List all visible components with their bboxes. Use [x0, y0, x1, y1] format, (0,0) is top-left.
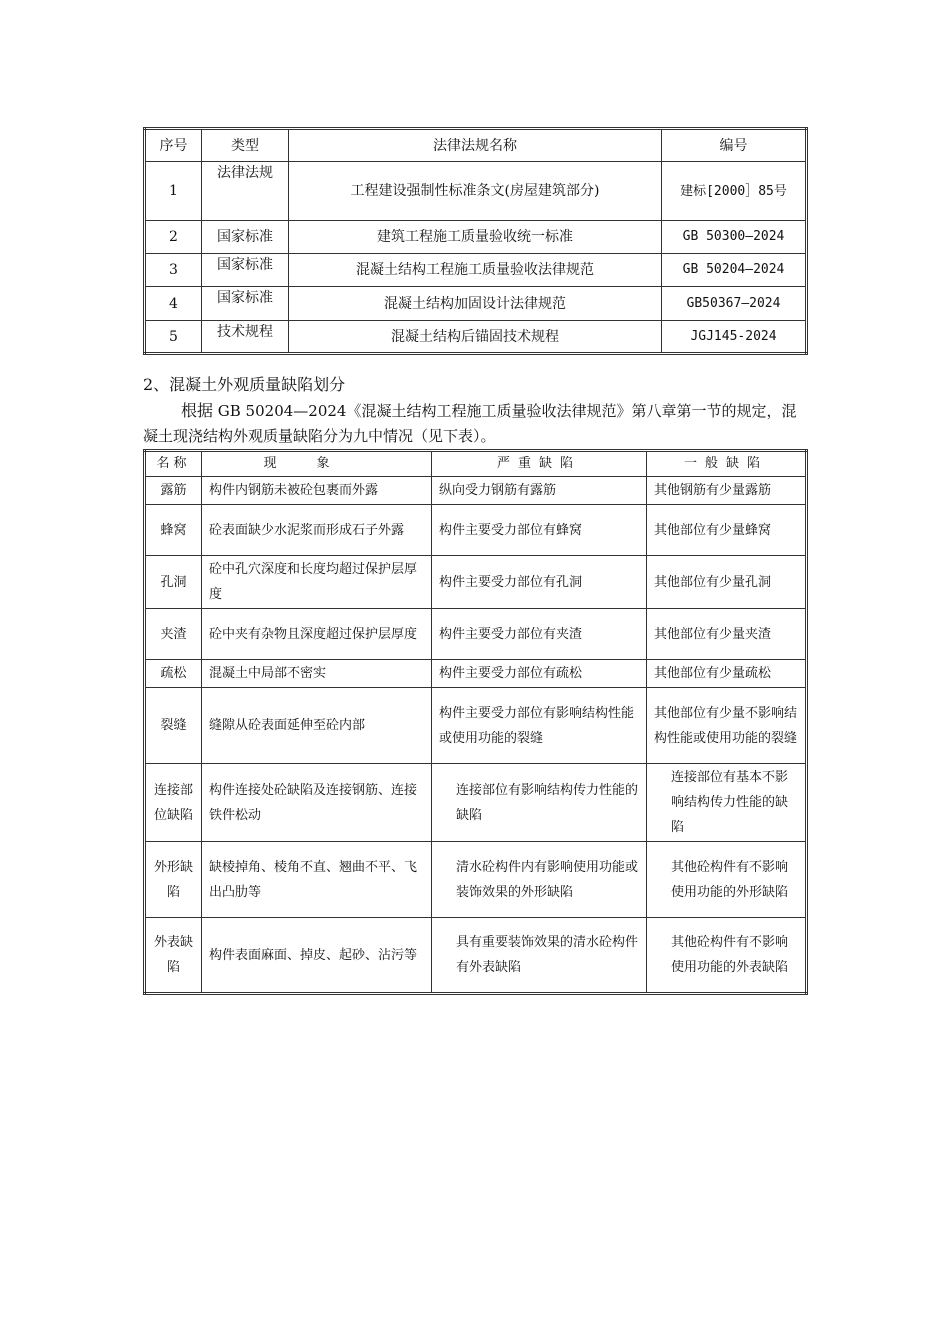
header-cell: 名称	[145, 451, 202, 477]
table-row	[145, 162, 807, 221]
table-row	[145, 254, 807, 287]
row-code: GB50367—2024	[662, 287, 807, 321]
defect-general: 其他钢筋有少量露筋	[647, 477, 807, 505]
defect-serious: 构件主要受力部位有孔洞	[432, 556, 647, 609]
row-name: 混凝土结构工程施工质量验收法律规范	[289, 254, 662, 287]
row-number: 4	[145, 287, 202, 321]
table-row	[145, 505, 807, 556]
defect-general: 其他部位有少量孔洞	[647, 556, 807, 609]
defect-serious: 构件主要受力部位有夹渣	[432, 609, 647, 660]
row-type: 法律法规	[202, 162, 289, 221]
defect-name: 夹渣	[145, 609, 202, 660]
row-name: 混凝土结构加固设计法律规范	[289, 287, 662, 321]
defect-name: 裂缝	[145, 688, 202, 764]
defect-name: 疏松	[145, 660, 202, 688]
defect-general: 其他部位有少量夹渣	[647, 609, 807, 660]
defect-general: 其他砼构件有不影响使用功能的外表缺陷	[647, 918, 807, 994]
header-cell: 类型	[202, 129, 289, 162]
defect-phenomenon: 砼表面缺少水泥浆而形成石子外露	[202, 505, 432, 556]
header-cell: 严重缺陷	[432, 451, 647, 477]
table-row	[145, 556, 807, 609]
row-number: 5	[145, 321, 202, 354]
header-cell: 现象	[202, 451, 432, 477]
table-row	[145, 688, 807, 764]
table-row	[145, 221, 807, 254]
defect-phenomenon: 砼中夹有杂物且深度超过保护层厚度	[202, 609, 432, 660]
table-row	[145, 287, 807, 321]
row-number: 1	[145, 162, 202, 221]
defect-name: 外表缺陷	[145, 918, 202, 994]
defect-general: 其他部位有少量蜂窝	[647, 505, 807, 556]
row-number: 3	[145, 254, 202, 287]
defect-name: 连接部位缺陷	[145, 764, 202, 842]
defect-phenomenon: 构件连接处砼缺陷及连接钢筋、连接铁件松动	[202, 764, 432, 842]
table-header-row	[145, 451, 807, 477]
table-row	[145, 842, 807, 918]
table-row	[145, 609, 807, 660]
row-code: 建标[2000］85号	[662, 162, 807, 221]
table-row	[145, 764, 807, 842]
defect-general: 其他砼构件有不影响使用功能的外形缺陷	[647, 842, 807, 918]
defect-serious: 构件主要受力部位有蜂窝	[432, 505, 647, 556]
defect-phenomenon: 混凝土中局部不密实	[202, 660, 432, 688]
table-row	[145, 918, 807, 994]
section-heading: 2、混凝土外观质量缺陷划分	[143, 375, 346, 394]
row-type: 技术规程	[202, 321, 289, 354]
body-paragraph	[143, 398, 807, 449]
defect-serious: 纵向受力钢筋有露筋	[432, 477, 647, 505]
row-name: 工程建设强制性标准条文(房屋建筑部分)	[289, 162, 662, 221]
table-row	[145, 660, 807, 688]
header-cell: 一般缺陷	[647, 451, 807, 477]
defect-name: 外形缺陷	[145, 842, 202, 918]
defect-serious: 连接部位有影响结构传力性能的缺陷	[432, 764, 647, 842]
header-cell: 法律法规名称	[289, 129, 662, 162]
defect-phenomenon: 构件内钢筋未被砼包裹而外露	[202, 477, 432, 505]
defect-serious: 构件主要受力部位有影响结构性能或使用功能的裂缝	[432, 688, 647, 764]
header-cell: 编号	[662, 129, 807, 162]
defect-general: 其他部位有少量不影响结构性能或使用功能的裂缝	[647, 688, 807, 764]
row-type: 国家标准	[202, 254, 289, 287]
defect-name: 露筋	[145, 477, 202, 505]
row-name: 建筑工程施工质量验收统一标准	[289, 221, 662, 254]
table-row	[145, 477, 807, 505]
row-code: JGJ145-2024	[662, 321, 807, 354]
defect-phenomenon: 构件表面麻面、掉皮、起砂、沾污等	[202, 918, 432, 994]
defect-serious: 清水砼构件内有影响使用功能或装饰效果的外形缺陷	[432, 842, 647, 918]
defect-serious: 具有重要装饰效果的清水砼构件有外表缺陷	[432, 918, 647, 994]
defect-serious: 构件主要受力部位有疏松	[432, 660, 647, 688]
row-code: GB 50300—2024	[662, 221, 807, 254]
header-cell: 序号	[145, 129, 202, 162]
defect-phenomenon: 砼中孔穴深度和长度均超过保护层厚度	[202, 556, 432, 609]
defect-name: 孔洞	[145, 556, 202, 609]
defect-phenomenon: 缺棱掉角、棱角不直、翘曲不平、飞出凸肋等	[202, 842, 432, 918]
row-type: 国家标准	[202, 287, 289, 321]
defects-table	[143, 449, 808, 995]
row-name: 混凝土结构后锚固技术规程	[289, 321, 662, 354]
row-code: GB 50204—2024	[662, 254, 807, 287]
paragraph-text: GB 50204—2024《混凝土结构工程施工质量验收法律规范》第八章第一节的规定，混凝土现浇结构外观质量缺陷分为九中情况（见下表）。	[143, 402, 797, 445]
regulations-table	[143, 127, 808, 355]
defect-name: 蜂窝	[145, 505, 202, 556]
defect-general: 其他部位有少量疏松	[647, 660, 807, 688]
table-row	[145, 321, 807, 354]
table-header-row	[145, 129, 807, 162]
defect-general: 连接部位有基本不影响结构传力性能的缺陷	[647, 764, 807, 842]
defect-phenomenon: 缝隙从砼表面延伸至砼内部	[202, 688, 432, 764]
row-number: 2	[145, 221, 202, 254]
row-type: 国家标准	[202, 221, 289, 254]
paragraph-lead: 根据	[181, 401, 214, 420]
